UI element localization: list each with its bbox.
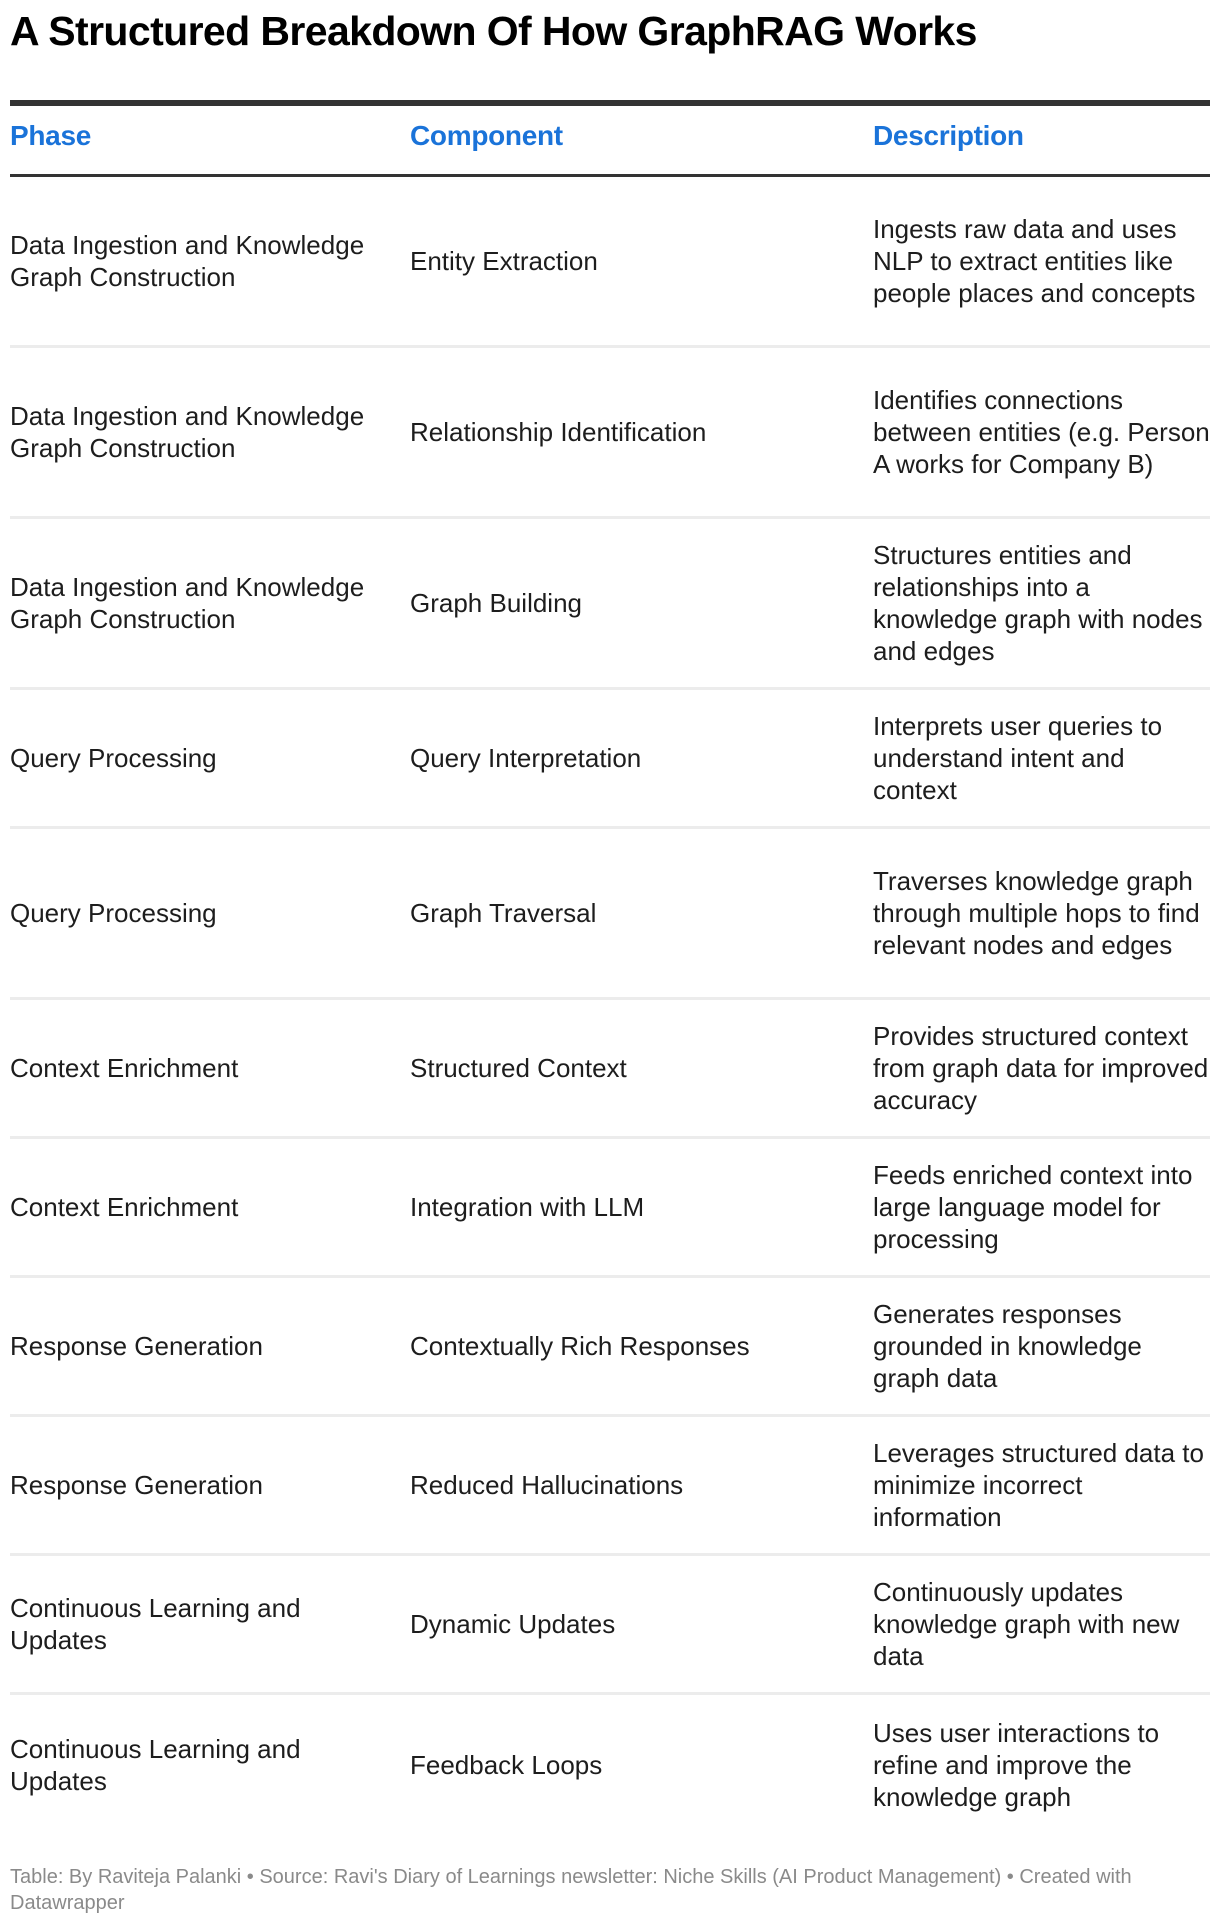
component-cell: Dynamic Updates bbox=[410, 1609, 616, 1639]
table-row bbox=[10, 690, 1210, 829]
table-row bbox=[10, 519, 1210, 690]
description-cell: Uses user interactions to refine and improve the knowledge graph bbox=[873, 1717, 1160, 1812]
description-cell: Feeds enriched context into large language model for processing bbox=[873, 1160, 1193, 1254]
description-cell: Identifies connections between entities (e.g. Person A works for Company B) bbox=[873, 385, 1210, 479]
description-cell: Generates responses grounded in knowledge graph data bbox=[873, 1299, 1142, 1393]
component-cell: Entity Extraction bbox=[410, 246, 598, 276]
component-cell: Relationship Identification bbox=[410, 417, 707, 447]
component-cell: Integration with LLM bbox=[410, 1192, 645, 1222]
component-cell: Contextually Rich Responses bbox=[410, 1331, 750, 1361]
header-component: Component bbox=[410, 120, 563, 151]
table-body bbox=[10, 177, 1210, 1834]
phase-cell: Data Ingestion and Knowledge Graph Construction bbox=[10, 572, 365, 634]
description-cell: Leverages structured data to minimize incorrect information bbox=[873, 1438, 1204, 1532]
table-row bbox=[10, 1556, 1210, 1695]
phase-cell: Response Generation bbox=[10, 1331, 263, 1361]
table-row bbox=[10, 177, 1210, 348]
phase-cell: Continuous Learning and Updates bbox=[10, 1733, 301, 1796]
component-cell: Reduced Hallucinations bbox=[410, 1470, 684, 1500]
component-cell: Graph Traversal bbox=[410, 898, 597, 928]
description-cell: Structures entities and relationships into a knowledge graph with nodes and edges bbox=[873, 540, 1203, 666]
table-row bbox=[10, 1000, 1210, 1139]
component-cell: Feedback Loops bbox=[410, 1749, 603, 1780]
component-cell: Structured Context bbox=[410, 1053, 627, 1083]
phase-cell: Query Processing bbox=[10, 898, 217, 928]
header-phase: Phase bbox=[10, 120, 91, 151]
table-row bbox=[10, 829, 1210, 1000]
description-cell: Ingests raw data and uses NLP to extract entities like people places and concepts bbox=[873, 214, 1196, 308]
table-row bbox=[10, 1278, 1210, 1417]
phase-cell: Data Ingestion and Knowledge Graph Construction bbox=[10, 230, 365, 292]
phase-cell: Continuous Learning and Updates bbox=[10, 1593, 301, 1655]
table-row bbox=[10, 1139, 1210, 1278]
component-cell: Query Interpretation bbox=[410, 743, 642, 773]
phase-cell: Query Processing bbox=[10, 743, 217, 773]
table-row bbox=[10, 1417, 1210, 1556]
phase-cell: Context Enrichment bbox=[10, 1192, 239, 1222]
phase-cell: Data Ingestion and Knowledge Graph Construction bbox=[10, 401, 365, 463]
description-cell: Traverses knowledge graph through multiple hops to find relevant nodes and edges bbox=[873, 866, 1200, 960]
description-cell: Provides structured context from graph data for improved accuracy bbox=[873, 1021, 1209, 1115]
table-row bbox=[10, 348, 1210, 519]
table-row bbox=[10, 1695, 1210, 1834]
phase-cell: Context Enrichment bbox=[10, 1053, 239, 1083]
page-title: A Structured Breakdown Of How GraphRAG Works bbox=[10, 8, 977, 54]
phase-cell: Response Generation bbox=[10, 1470, 263, 1500]
description-cell: Interprets user queries to understand intent and context bbox=[873, 711, 1163, 805]
footer-credits: Table: By Raviteja Palanki • Source: Ravi's Diary of Learnings newsletter: Niche Skills (AI Product Management) • Created with Datawrapper bbox=[10, 1866, 1132, 1914]
description-cell: Continuously updates knowledge graph with new data bbox=[873, 1577, 1180, 1671]
header-description: Description bbox=[873, 120, 1024, 151]
table-header bbox=[10, 106, 1210, 174]
component-cell: Graph Building bbox=[410, 588, 582, 618]
